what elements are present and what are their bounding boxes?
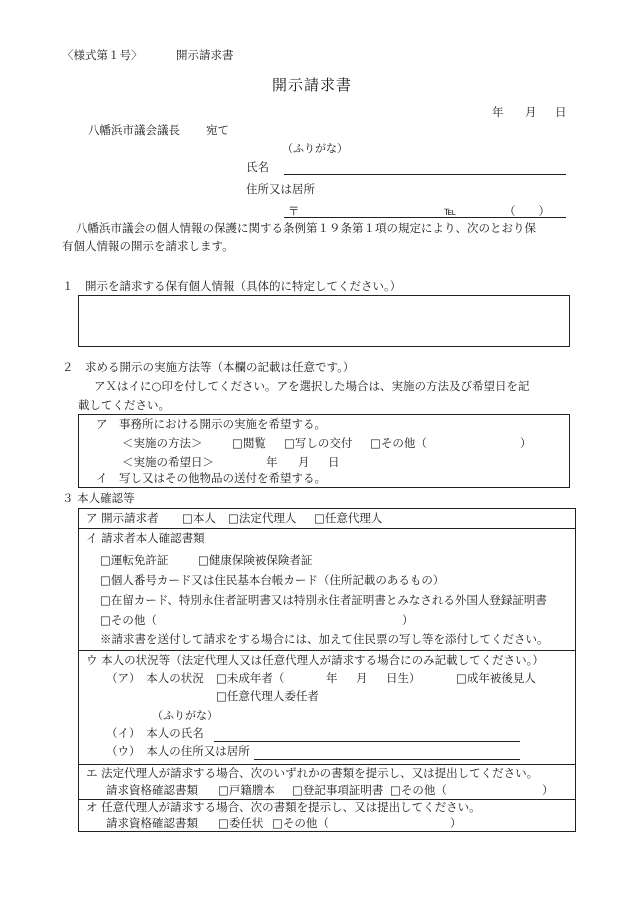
- section1-input-box[interactable]: [78, 295, 570, 347]
- e-family-register-checkbox[interactable]: □戸籍謄本: [218, 783, 275, 797]
- i-other-close: ）: [402, 613, 414, 627]
- i-other-checkbox[interactable]: □その他（: [100, 613, 157, 627]
- method-view-checkbox[interactable]: □閲覧: [232, 436, 266, 450]
- i-mail-note: ※請求書を送付して請求をする場合には、加えて住民票の写し等を添付してください。: [100, 632, 549, 646]
- u-minor-checkbox[interactable]: □未成年者（: [216, 671, 285, 685]
- u-principal-status-label: ウ 本人の状況等（法定代理人又は任意代理人が請求する場合にのみ記載してください。）: [86, 653, 544, 667]
- section2-heading: ２ 求める開示の実施方法等（本欄の記載は任意です。）: [62, 360, 355, 374]
- method-label: ＜実施の方法＞: [122, 436, 203, 450]
- u-name-field[interactable]: [214, 741, 520, 742]
- preferred-date-label: ＜実施の希望日＞: [122, 455, 214, 469]
- addressee: 八幡浜市議会議長: [88, 123, 180, 137]
- u-name-label: （イ） 本人の氏名: [106, 726, 204, 740]
- date-year-label: 年: [492, 105, 504, 119]
- u-birth-day-label: 日生）: [386, 671, 421, 685]
- i-drivers-license-checkbox[interactable]: □運転免許証: [100, 553, 169, 567]
- postal-mark: 〒: [288, 204, 300, 218]
- form-number: 〈様式第１号〉: [62, 48, 143, 62]
- requester-furigana: （ふりがな）: [282, 142, 348, 155]
- a-requester-label: ア 開示請求者: [86, 511, 159, 525]
- u-delegator-checkbox[interactable]: □任意代理人委任者: [216, 689, 319, 703]
- u-status-label: （ア） 本人の状況: [106, 671, 204, 685]
- requester-name-field[interactable]: [284, 174, 566, 175]
- i-health-insurance-checkbox[interactable]: □健康保険被保険者証: [198, 553, 313, 567]
- preferred-day-label: 日: [328, 455, 340, 469]
- requester-address-field[interactable]: [284, 217, 566, 218]
- o-docs-label: 請求資格確認書類: [106, 816, 198, 830]
- date-month-label: 月: [525, 105, 537, 119]
- e-other-close: ）: [542, 783, 554, 797]
- date-day-label: 日: [555, 105, 567, 119]
- u-address-label: （ウ） 本人の住所又は居所: [106, 744, 250, 758]
- divider-u: [78, 764, 576, 765]
- tel-mark: ℡: [444, 204, 457, 218]
- form-name: 開示請求書: [176, 48, 234, 62]
- e-registry-cert-checkbox[interactable]: □登記事項証明書: [292, 783, 384, 797]
- u-birth-month-label: 月: [356, 671, 368, 685]
- page-title: 開示請求書: [272, 76, 353, 94]
- e-other-checkbox[interactable]: □その他（: [390, 783, 447, 797]
- u-adult-ward-checkbox[interactable]: □成年被後見人: [456, 671, 536, 685]
- intro-line-1: 八幡浜市議会の個人情報の保護に関する条例第１９条第１項の規定により、次のとおり保: [76, 221, 536, 235]
- a-self-checkbox[interactable]: □本人: [182, 511, 216, 525]
- i-my-number-card-checkbox[interactable]: □個人番号カード又は住民基本台帳カード（住所記載のあるもの）: [100, 573, 445, 587]
- preferred-year-label: 年: [266, 455, 278, 469]
- u-address-field[interactable]: [254, 759, 520, 760]
- o-other-checkbox[interactable]: □その他（: [272, 816, 329, 830]
- section3-heading: ３ 本人確認等: [62, 491, 135, 505]
- i-residence-card-checkbox[interactable]: □在留カード、特別永住者証明書又は特別永住者証明書とみなされる外国人登録証明書: [100, 593, 547, 607]
- e-legal-agent-label: エ 法定代理人が請求する場合、次のいずれかの書類を提示し、又は提出してください。: [86, 766, 539, 780]
- section2-note-line-2: 載してください。: [78, 398, 170, 412]
- preferred-month-label: 月: [298, 455, 310, 469]
- u-birth-year-label: 年: [326, 671, 338, 685]
- addressee-suffix: 宛て: [206, 123, 229, 137]
- i-id-docs-label: イ 請求者本人確認書類: [86, 531, 205, 545]
- u-furigana: （ふりがな）: [152, 709, 218, 722]
- requester-address-label: 住所又は居所: [246, 182, 315, 196]
- o-other-close: ）: [450, 816, 462, 830]
- option-a-onsite[interactable]: ア 事務所における開示の実施を希望する。: [96, 417, 326, 431]
- requester-name-label: 氏名: [246, 160, 269, 174]
- o-power-of-attorney-checkbox[interactable]: □委任状: [218, 816, 264, 830]
- section2-note-line-1: アＸはイに○印を付してください。アを選択した場合は、実施の方法及び希望日を記: [94, 379, 530, 393]
- o-voluntary-agent-label: オ 任意代理人が請求する場合、次の書類を提示し、又は提出してください。: [86, 800, 481, 814]
- divider-i: [78, 650, 576, 651]
- method-other-close: ）: [520, 436, 532, 450]
- method-other-checkbox[interactable]: □その他（: [370, 436, 427, 450]
- method-copy-checkbox[interactable]: □写しの交付: [284, 436, 353, 450]
- option-i-mail[interactable]: イ 写し又はその他物品の送付を希望する。: [96, 471, 326, 485]
- a-voluntary-agent-checkbox[interactable]: □任意代理人: [314, 511, 383, 525]
- section1-heading: １ 開示を請求する保有個人情報（具体的に特定してください。）: [62, 279, 402, 293]
- tel-area-paren: （ ）: [504, 204, 550, 218]
- divider-a: [78, 528, 576, 529]
- a-legal-agent-checkbox[interactable]: □法定代理人: [228, 511, 297, 525]
- intro-line-2: 有個人情報の開示を請求します。: [62, 239, 234, 253]
- e-docs-label: 請求資格確認書類: [106, 783, 198, 797]
